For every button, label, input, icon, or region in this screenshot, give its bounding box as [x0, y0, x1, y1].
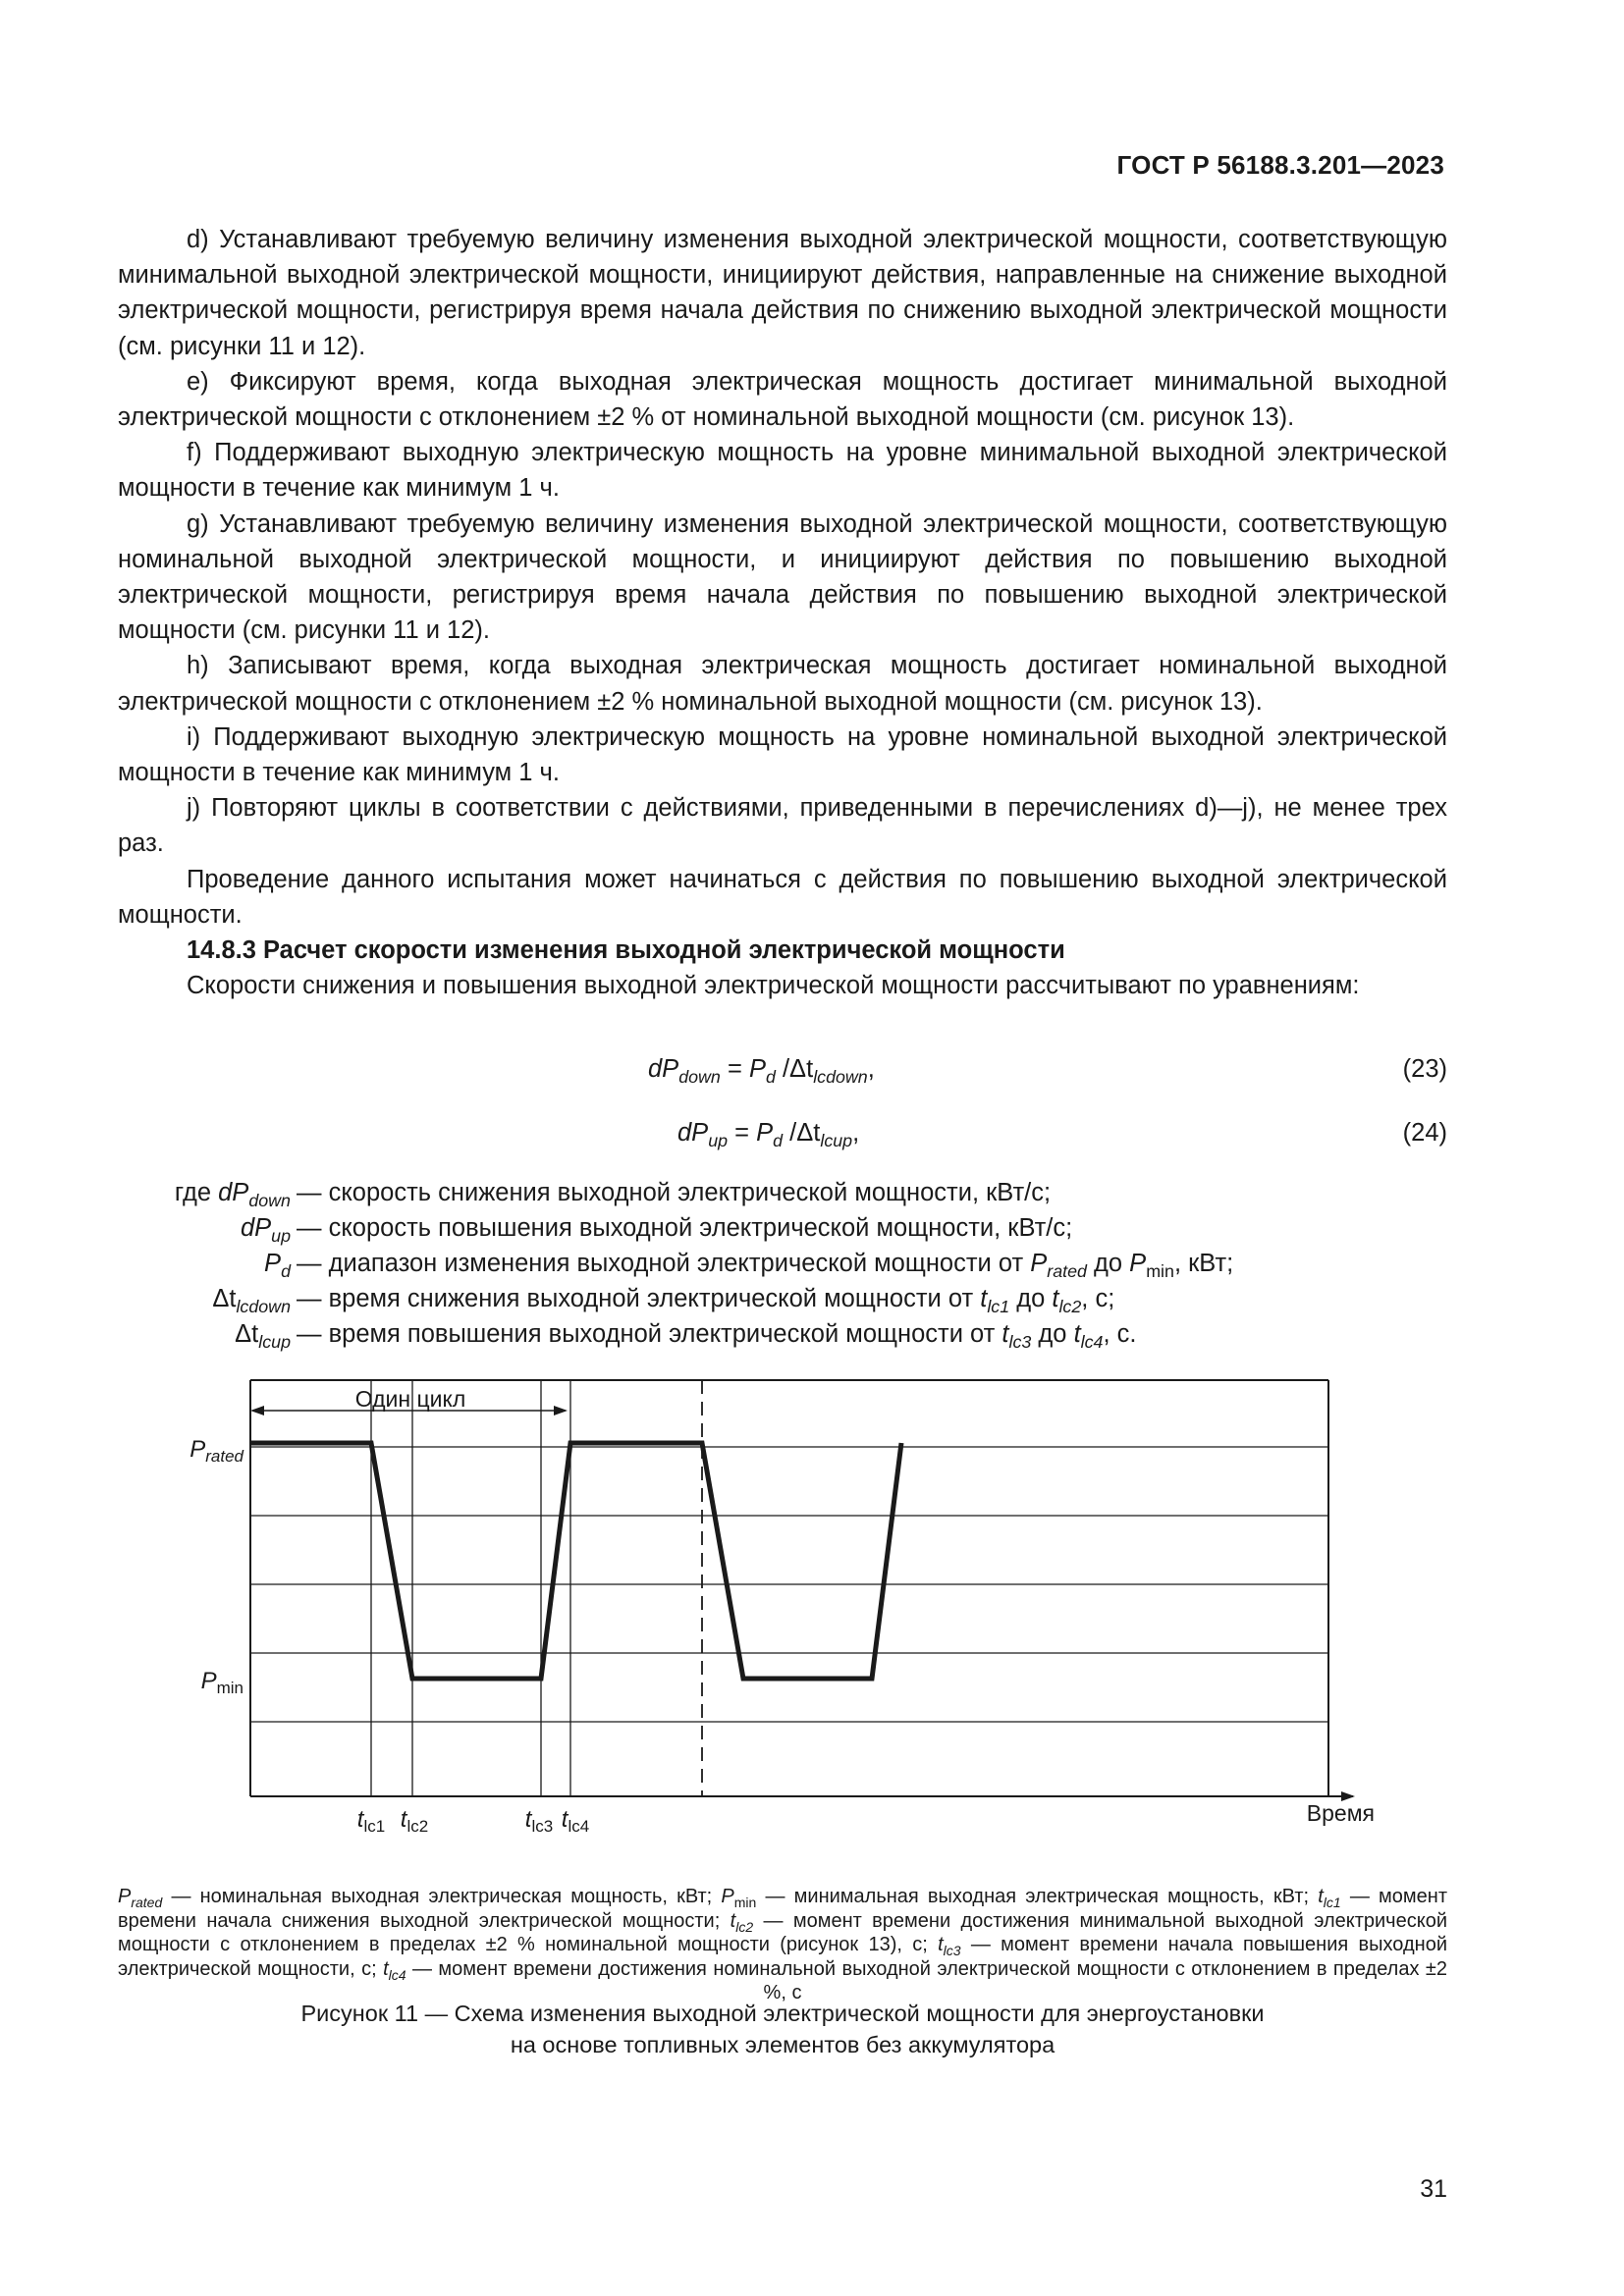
- cycle-label: Один цикл: [354, 1386, 466, 1412]
- equation-23: $dP_{down} = P_d$ $/\Delta t_{lcdown}$,: [648, 1055, 875, 1088]
- label-p-min: $P_{min}$: [200, 1668, 244, 1697]
- paragraph-i: i) Поддерживают выходную электрическую мощность на уровне номинальной выходной электрической мощности в течение как минимум 1 ч.: [118, 722, 1447, 787]
- paragraph-note: Проведение данного испытания может начинаться с действия по повышению выходной электрической мощности.: [118, 865, 1447, 929]
- label-tlc3: $t_{lc3}$: [524, 1806, 554, 1836]
- x-axis-label: Время: [1306, 1800, 1375, 1826]
- label-tlc4: $t_{lc4}$: [561, 1806, 590, 1836]
- legend-row-dpdown: где $dP_{down}$ — скорость снижения выходной электрической мощности, кВт/с;: [174, 1179, 1052, 1211]
- section-intro: Скорости снижения и повышения выходной электрической мощности рассчитывают по уравнениям:: [187, 972, 1360, 1000]
- page-number: 31: [1420, 2175, 1447, 2203]
- figure-caption: [118, 1998, 1447, 2060]
- power-curve: [250, 1443, 901, 1679]
- body-text: [118, 222, 1447, 1003]
- legend-row-dpup: $dP_{up}$ — скорость повышения выходной электрической мощности, кВт/с;: [240, 1214, 1073, 1247]
- label-p-rated: $P_{rated}$: [189, 1436, 244, 1466]
- document-id: ГОСТ Р 56188.3.201—2023: [1116, 150, 1444, 180]
- label-tlc2: $t_{lc2}$: [400, 1806, 429, 1836]
- time-markers: [371, 1380, 570, 1796]
- equation-23-number: (23): [1402, 1055, 1447, 1083]
- caption-line-1: Рисунок 11 — Схема изменения выходной электрической мощности для энергоустановки: [300, 2001, 1265, 2026]
- legend-row-dtlcup: $\Delta t_{lcup}$ — время повышения выходной электрической мощности от $t_{lc3}$ до $t_{lc4}$, с.: [235, 1320, 1137, 1353]
- label-tlc1: $t_{lc1}$: [356, 1806, 386, 1836]
- paragraph-d: d) Устанавливают требуемую величину изменения выходной электрической мощности, соответствующую минимальной выходной электрической мощности, инициируют действия, направленные на снижение выходной электрической мощности, регистрируя время начала действия по снижению выходной электрической мощности (см. рисунки 11 и 12).: [118, 226, 1447, 360]
- paragraph-g: g) Устанавливают требуемую величину изменения выходной электрической мощности, соответствующую номинальной выходной электрической мощности, и инициируют действия по повышению выходной электрической мощности, регистрируя время начала действия по повышению выходной электрической мощности (см. рисунки 11 и 12).: [118, 509, 1447, 645]
- paragraph-e: e) Фиксируют время, когда выходная электрическая мощность достигает минимальной выходной электрической мощности с отклонением ±2 % от номинальной выходной мощности (см. рисунок 13).: [118, 367, 1447, 432]
- paragraph-j: j) Повторяют циклы в соответствии с действиями, приведенными в перечислениях d)—j), не менее трех раз.: [118, 794, 1447, 858]
- section-title: 14.8.3 Расчет скорости изменения выходной электрической мощности: [187, 936, 1065, 965]
- figure-legend-note: $P_{rated}$ — номинальная выходная электрическая мощность, кВт; $P_{min}$ — минимальная выходная электрическая мощность, кВт; $t_{lc1}$ — момент времени начала снижения выходной электрической мощности; $t_{lc2}$ — момент времени достижения минимальной выходной электрической мощности с отклонением в пределах ±2 % номинальной мощности (рисунок 13), с; $t_{lc3}$ — момент времени начала повышения выходной электрической мощности, с; $t_{lc4}$ — момент времени достижения номинальной выходной электрической мощности с отклонением в пределах ±2 %, с: [118, 1886, 1447, 2003]
- where-legend: [118, 1175, 1233, 1352]
- legend-row-dtlcdown: $\Delta t_{lcdown}$ — время снижения выходной электрической мощности от $t_{lc1}$ до $t_{lc2}$, с;: [212, 1285, 1115, 1317]
- paragraph-h: h) Записывают время, когда выходная электрическая мощность достигает номинальной выходной электрической мощности с отклонением ±2 % номинальной выходной мощности (см. рисунок 13).: [118, 652, 1447, 716]
- paragraph-f: f) Поддерживают выходную электрическую мощность на уровне минимальной выходной электрической мощности в течение как минимум 1 ч.: [118, 439, 1447, 503]
- equation-24: $dP_{up} = P_d$ $/\Delta t_{lcup}$,: [677, 1119, 860, 1151]
- legend-row-pd: $P_d$ — диапазон изменения выходной электрической мощности от $P_{rated}$ до $P_{min}$, кВт;: [264, 1250, 1234, 1282]
- equation-24-number: (24): [1402, 1119, 1447, 1147]
- caption-line-2: на основе топливных элементов без аккумулятора: [510, 2032, 1056, 2057]
- chart-frame: [250, 1380, 1353, 1796]
- power-cycle-diagram: [0, 1355, 1624, 1885]
